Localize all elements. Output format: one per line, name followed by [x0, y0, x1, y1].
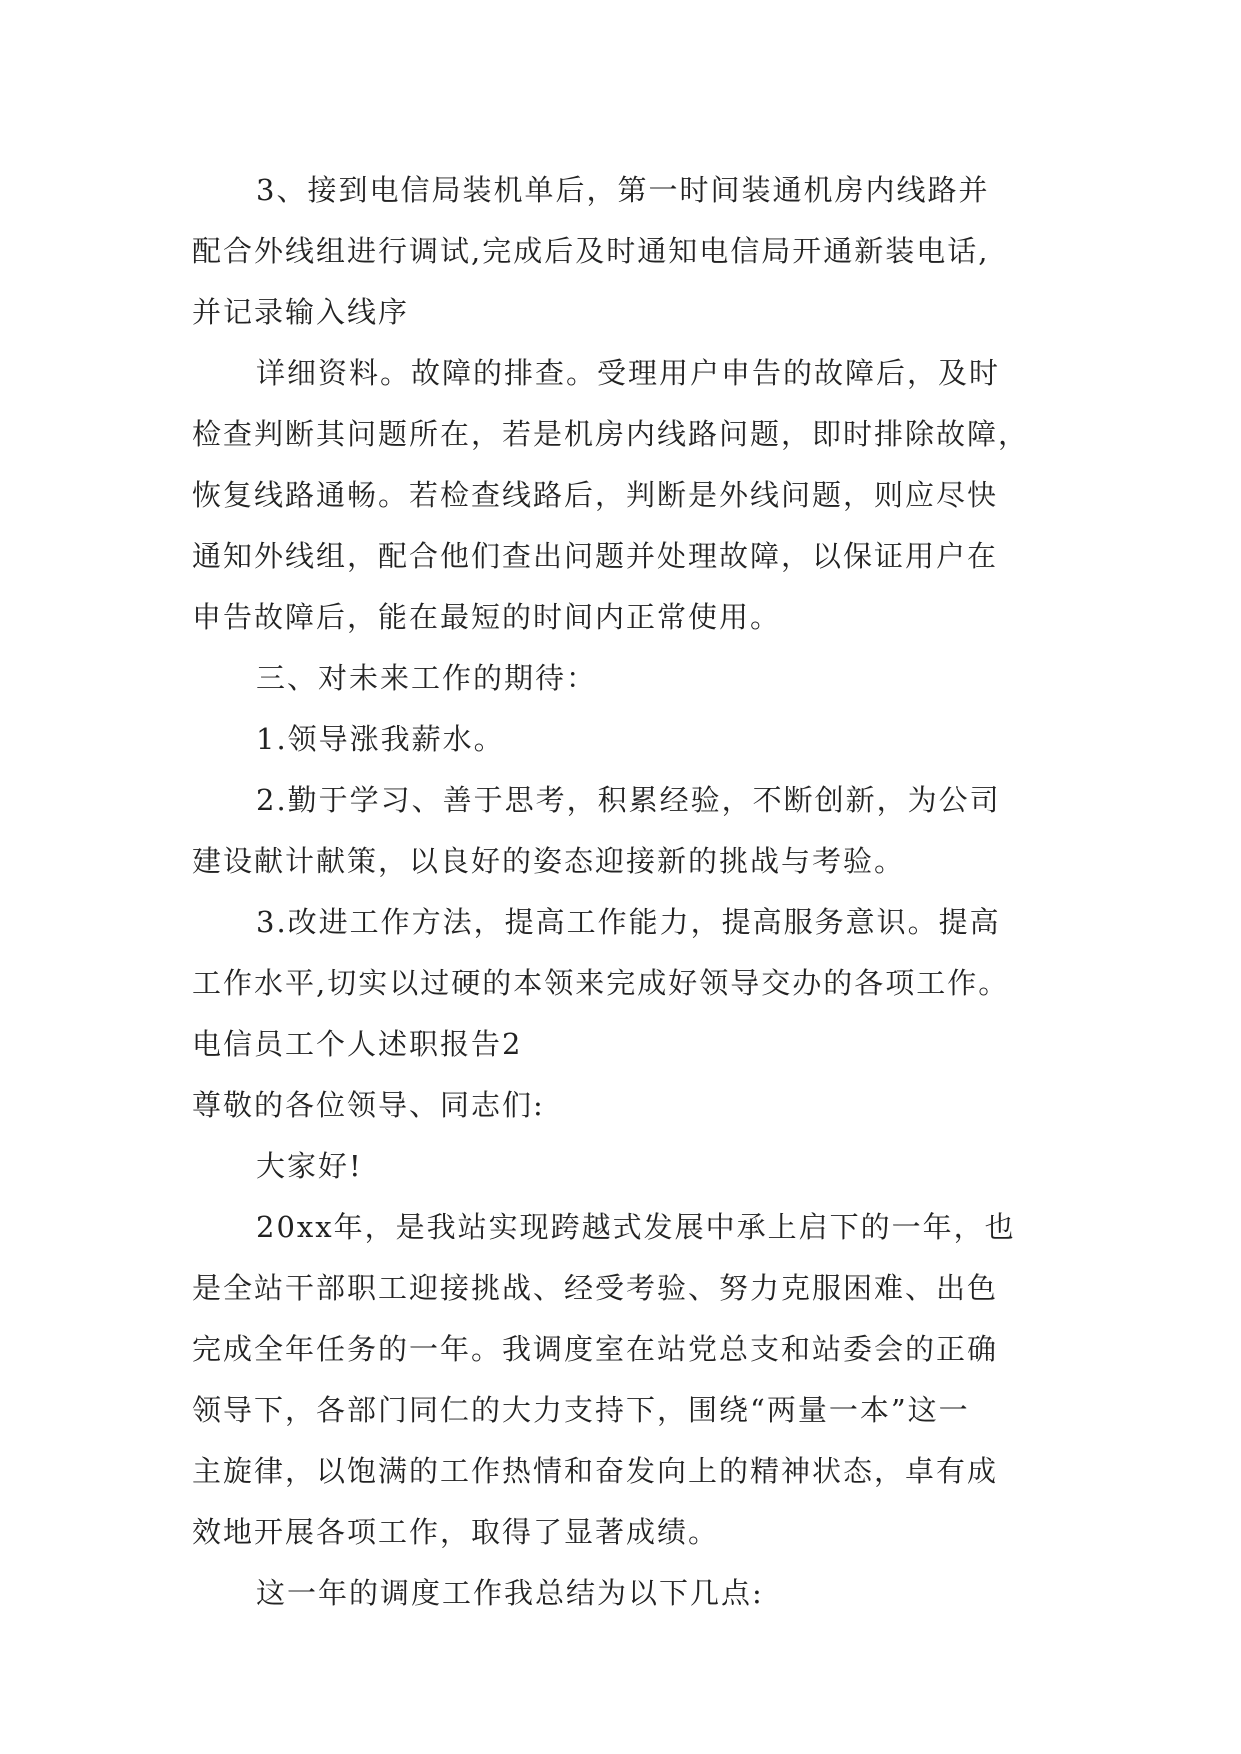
text-line: 检查判断其问题所在，若是机房内线路问题，即时排除故障，	[192, 417, 1030, 451]
list-item: 1.领导涨我薪水。	[256, 722, 505, 756]
text-line: 是全站干部职工迎接挑战、经受考验、努力克服困难、出色	[192, 1271, 999, 1305]
text-line: 完成全年任务的一年。我调度室在站党总支和站委会的正确	[192, 1332, 999, 1366]
document-body	[192, 160, 1052, 1624]
text-line: 建设献计献策，以良好的姿态迎接新的挑战与考验。	[192, 844, 906, 878]
text-line: 通知外线组，配合他们查出问题并处理故障，以保证用户在	[192, 539, 999, 573]
list-item: 3.改进工作方法，提高工作能力，提高服务意识。提高	[256, 905, 1001, 939]
text-line: 工作水平,切实以过硬的本领来完成好领导交办的各项工作。	[192, 966, 1010, 1000]
report-title: 电信员工个人述职报告2	[192, 1027, 523, 1061]
text-line: 20xx年，是我站实现跨越式发展中承上启下的一年，也	[256, 1210, 1016, 1244]
text-line: 效地开展各项工作，取得了显著成绩。	[192, 1515, 720, 1549]
text-line: 恢复线路通畅。若检查线路后，判断是外线问题，则应尽快	[192, 478, 999, 512]
text-line: 并记录输入线序	[192, 295, 410, 329]
text-line: 主旋律，以饱满的工作热情和奋发向上的精神状态，卓有成	[192, 1454, 999, 1488]
section-heading: 三、对未来工作的期待：	[256, 661, 598, 695]
text-line: 详细资料。故障的排查。受理用户申告的故障后，及时	[256, 356, 1001, 390]
salutation: 尊敬的各位领导、同志们:	[192, 1088, 545, 1122]
text-line: 领导下，各部门同仁的大力支持下，围绕“两量一本”这一	[192, 1393, 970, 1427]
list-item: 2.勤于学习、善于思考，积累经验，不断创新，为公司	[256, 783, 1001, 817]
greeting: 大家好!	[256, 1149, 363, 1183]
text-line: 这一年的调度工作我总结为以下几点:	[256, 1576, 764, 1610]
text-line: 申告故障后，能在最短的时间内正常使用。	[192, 600, 782, 634]
text-line: 配合外线组进行调试,完成后及时通知电信局开通新装电话,	[192, 234, 990, 268]
text-line: 3、接到电信局装机单后，第一时间装通机房内线路并	[256, 173, 990, 207]
